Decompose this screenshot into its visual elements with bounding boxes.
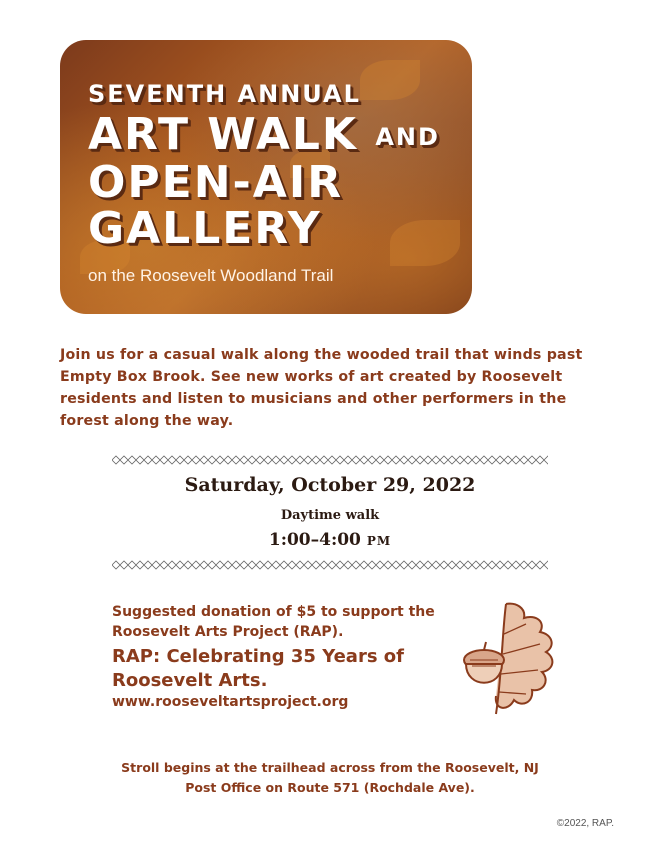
hero-line-2 (88, 109, 440, 160)
stroll-line-1: Stroll begins at the trailhead across from the Roosevelt, NJ (121, 760, 539, 775)
hero-line-1: SEVENTH ANNUAL (88, 80, 361, 108)
event-walk-label: Daytime walk (280, 508, 380, 523)
rap-celebration: RAP: Celebrating 35 Years of Roosevelt Arts. (112, 646, 404, 691)
hero-subtitle: on the Roosevelt Woodland Trail (88, 266, 334, 285)
leaf-decor (390, 220, 460, 266)
event-time-pm: PM (366, 534, 392, 548)
divider-top (112, 455, 548, 465)
hero-art-walk: ART WALK (88, 109, 359, 160)
hero-line-3: OPEN-AIR (88, 157, 344, 208)
leaf-decor (360, 60, 420, 100)
website-link[interactable]: www.rooseveltartsproject.org (112, 694, 349, 710)
event-time (0, 530, 660, 550)
oak-leaf-acorn-icon (456, 594, 568, 724)
event-time-range: 1:00–4:00 (268, 530, 361, 550)
hero-and: AND (375, 123, 440, 151)
intro-paragraph: Join us for a casual walk along the wooded trail that winds past Empty Box Brook. See new works of art created by Roosevelt residents and listen to musicians and other performers in the forest along the way. (60, 347, 583, 429)
hero-banner (60, 40, 472, 314)
hero-line-4: GALLERY (88, 203, 322, 254)
divider-bottom (112, 560, 548, 570)
stroll-line-2: Post Office on Route 571 (Rochdale Ave). (185, 780, 475, 795)
event-date: Saturday, October 29, 2022 (184, 474, 476, 496)
stroll-info (0, 758, 660, 798)
copyright-notice: ©2022, RAP. (556, 818, 614, 829)
donation-text: Suggested donation of $5 to support the Roosevelt Arts Project (RAP). (112, 604, 435, 640)
